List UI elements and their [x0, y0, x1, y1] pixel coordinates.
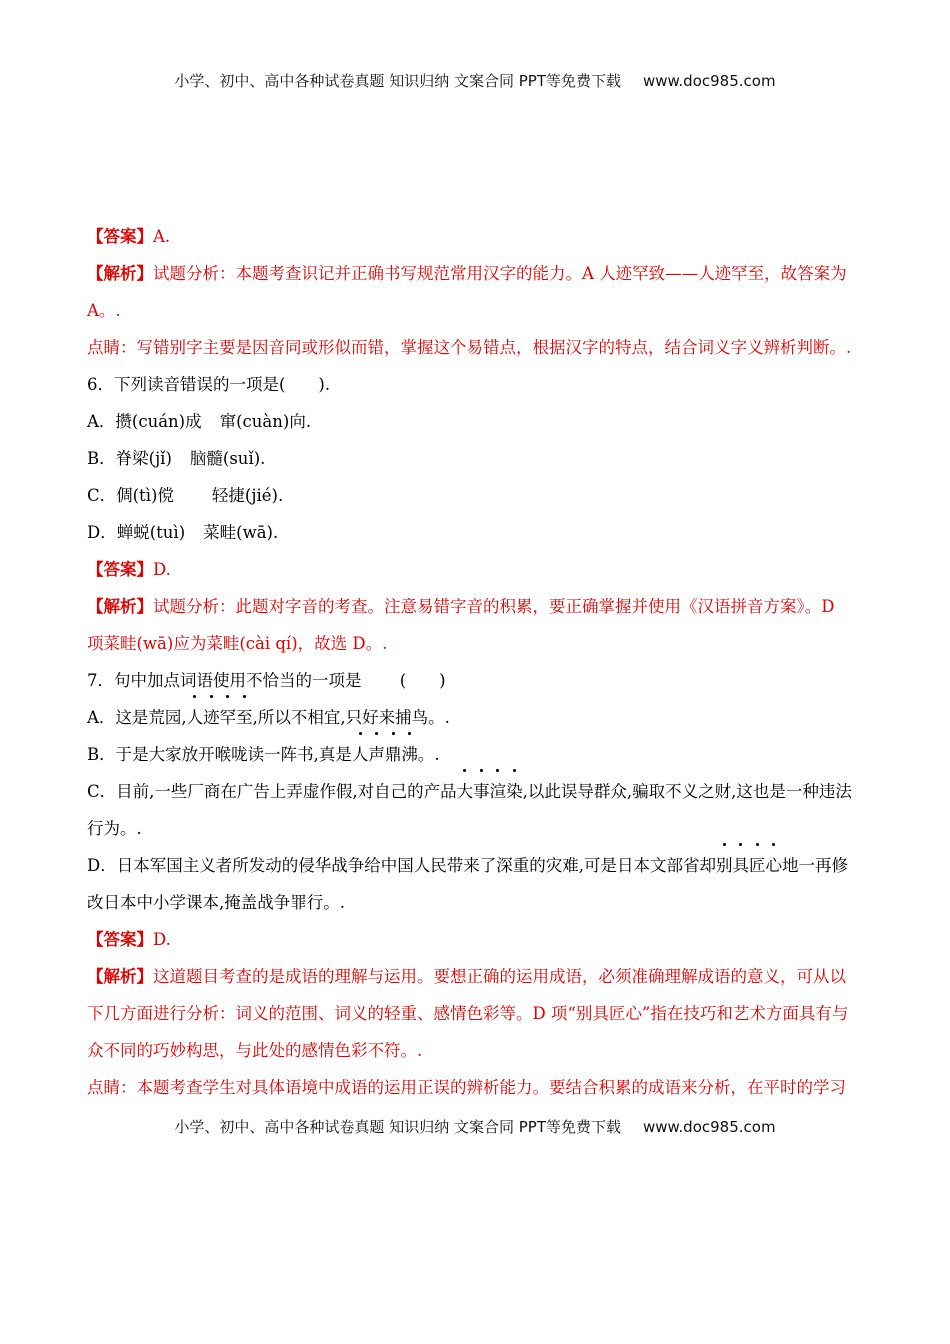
document-body — [87, 218, 862, 1106]
q7-analysis-cont2: 众不同的巧妙构思，与此处的感情色彩不符。. — [87, 1041, 423, 1060]
dotted-char: 人 — [352, 736, 369, 773]
dotted-char: 至 — [236, 699, 253, 736]
dotted-char: 匠 — [749, 847, 766, 884]
q5-answer: 【答案】A. — [87, 227, 171, 246]
q6-option-b: B．脊梁(jǐ) 脑髓(suǐ). — [87, 449, 266, 468]
page-footer — [0, 1116, 950, 1137]
footer-text: 小学、初中、高中各种试卷真题 知识归纳 文案合同 PPT等免费下载 — [174, 1118, 621, 1136]
dotted-char: 心 — [765, 847, 782, 884]
q7-question: 7．句中加点词语使用不恰当的一项是 ( ) — [87, 671, 446, 690]
header-text: 小学、初中、高中各种试卷真题 知识归纳 文案合同 PPT等免费下载 — [174, 72, 621, 90]
q6-answer: 【答案】D. — [87, 560, 171, 579]
dotted-char: 人 — [187, 699, 204, 736]
q7-answer: 【答案】D. — [87, 930, 171, 949]
q6-option-c: C．倜(tì)傥 轻捷(jié). — [87, 486, 284, 505]
q7-option-c-cont: 行为。. — [87, 819, 142, 838]
q5-analysis: 【解析】试题分析：本题考查识记并正确书写规范常用汉字的能力。A 人迹罕致——人迹罕至，故答案为 — [87, 264, 847, 283]
q7-option-c: C．目前,一些厂商在广告上弄虚作假,对自己的产品大事渲染,以此误导群众,骗取不义之财,这也是一种违法 — [87, 773, 862, 810]
q6-option-a: A．攒(cuán)成 窜(cuàn)向. — [87, 412, 312, 431]
dotted-char: 迹 — [203, 699, 220, 736]
header-url[interactable]: www.doc985.com — [642, 72, 776, 90]
q6-analysis: 【解析】试题分析：此题对字音的考查。注意易错字音的积累，要正确掌握并使用《汉语拼音方案》。D — [87, 597, 835, 616]
dotted-char: 声 — [368, 736, 385, 773]
dotted-char: 渲 — [490, 773, 507, 810]
dotted-char: 鼎 — [385, 736, 402, 773]
q7-tip: 点睛：本题考查学生对具体语境中成语的运用正误的辨析能力。要结合积累的成语来分析，在平时的学习 — [87, 1078, 846, 1097]
q6-question: 6．下列读音错误的一项是( ). — [87, 375, 331, 394]
q7-option-a: A．这是荒园,人迹罕至,所以不相宜,只好来捕鸟。. — [87, 699, 862, 736]
dotted-char: 事 — [473, 773, 490, 810]
q5-analysis-cont: A。. — [87, 301, 121, 320]
dotted-char: 别 — [716, 847, 733, 884]
q7-analysis-cont: 下几方面进行分析：词义的范围、词义的轻重、感情色彩等。D 项“别具匠心”指在技巧和艺术方面具有与 — [87, 1004, 849, 1023]
q7-analysis: 【解析】这道题目考查的是成语的理解与运用。要想正确的运用成语，必须准确理解成语的意义，可从以 — [87, 967, 846, 986]
dotted-char: 大 — [457, 773, 474, 810]
dotted-char: 沸 — [401, 736, 418, 773]
dotted-char: 具 — [732, 847, 749, 884]
q6-analysis-cont: 项菜畦(wā)应为菜畦(cài qí)，故选 D。. — [87, 634, 388, 653]
footer-url[interactable]: www.doc985.com — [642, 1118, 776, 1136]
q6-option-d: D．蝉蜕(tuì) 菜畦(wā). — [87, 523, 279, 542]
q7-option-d-cont: 改日本中小学课本,掩盖战争罪行。. — [87, 893, 345, 912]
page-header — [0, 70, 950, 91]
q7-option-d: D．日本军国主义者所发动的侵华战争给中国人民带来了深重的灾难,可是日本文部省却别具匠心地一再修 — [87, 847, 862, 884]
q7-option-b: B．于是大家放开喉咙读一阵书,真是人声鼎沸。. — [87, 736, 862, 773]
dotted-char: 罕 — [220, 699, 237, 736]
dotted-char: 染 — [506, 773, 523, 810]
q5-tip: 点睛：写错别字主要是因音同或形似而错，掌握这个易错点，根据汉字的特点，结合词义字义辨析判断。. — [87, 338, 852, 357]
